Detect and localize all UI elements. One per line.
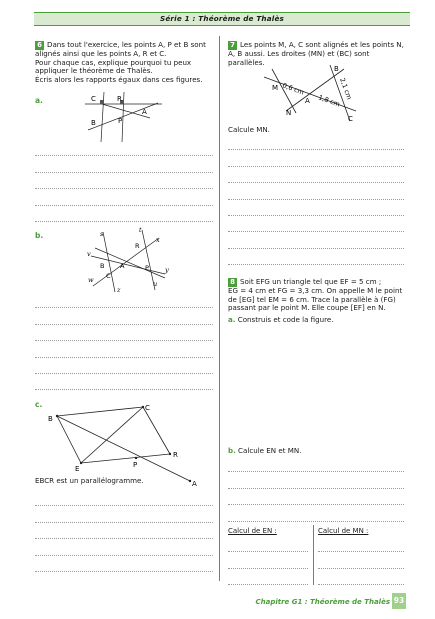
- fig7-label-a: A: [305, 97, 310, 105]
- ex6-part-a-label: a.: [35, 96, 43, 105]
- ex7-answer-lines[interactable]: [228, 134, 404, 265]
- ex6-c-answer-lines[interactable]: [35, 490, 213, 572]
- ex8-b-answer-lines[interactable]: [228, 456, 404, 522]
- fig-c-label-e: E: [75, 465, 80, 473]
- fig7-measure-18: 1,8 cm: [317, 93, 342, 109]
- fig-b-label-w: w: [88, 276, 94, 284]
- fig-a-label-r: R: [117, 95, 122, 103]
- ex8-statement: 8 Soit EFG un triangle tel que EF = 5 cm ; EG = 4 cm et FG = 3,3 cm. On appelle M le point de [EG] tel EM = 6 cm. Trace la parallèle à (FG) passant par le point M. Elle coupe [EF] en N.: [228, 277, 403, 313]
- fig-c-label-p: P: [133, 461, 138, 469]
- ex6-statement: 6 Dans tout l'exercice, les points A, P et B sont alignés ainsi que les points A, R et C. Pour chaque cas, explique pourquoi tu peux appliquer le théorème de Thalès. Écris alors les rapports égaux dans ces figures.: [35, 40, 206, 85]
- ex7-figure: [258, 63, 368, 125]
- fig-c-label-a: A: [192, 480, 197, 488]
- fig7-measure-21: 2,1 cm: [338, 76, 354, 101]
- ex7-number: 7: [228, 41, 237, 50]
- ex6-b-answer-lines[interactable]: [35, 292, 213, 390]
- fig7-label-m: M: [272, 84, 279, 92]
- ex7-statement: 7 Les points M, A, C sont alignés et les points N, A, B aussi. Les droites (MN) et (BC) sont parallèles.: [228, 40, 404, 67]
- ex6-figure-a: [80, 90, 180, 145]
- fig7-label-c: C: [348, 115, 353, 123]
- ex7-question: Calcule MN.: [228, 125, 270, 134]
- ex8-number: 8: [228, 278, 237, 287]
- column-divider: [219, 36, 220, 581]
- fig-b-label-a: A: [120, 262, 125, 270]
- chapter-footer: Chapitre G1 : Théorème de Thalès: [255, 598, 390, 606]
- ex6-part-b-label: b.: [35, 231, 44, 240]
- fig-a-label-c: C: [91, 95, 96, 103]
- ex6-figure-b: [85, 226, 175, 294]
- ex6-number: 6: [35, 41, 44, 50]
- fig-c-label-c: C: [145, 404, 150, 412]
- fig-b-label-c: C: [106, 272, 111, 280]
- ex6-a-answer-lines[interactable]: [35, 140, 213, 222]
- ex8-calc-en-lines[interactable]: [228, 536, 308, 585]
- ex8-part-b: b. Calcule EN et MN.: [228, 446, 302, 455]
- fig7-label-b: B: [334, 65, 339, 73]
- fig-b-label-p: P: [145, 264, 149, 272]
- fig-b-label-t: t: [139, 226, 142, 234]
- fig-a-label-p: P: [118, 117, 123, 125]
- fig-b-label-u: u: [153, 280, 158, 288]
- fig7-label-n: N: [286, 109, 292, 117]
- ex6-part-c-label: c.: [35, 400, 43, 409]
- series-header: Série 1 : Théorème de Thalès: [34, 12, 410, 26]
- fig-a-label-a: A: [142, 108, 147, 116]
- fig-b-label-z: z: [117, 286, 121, 294]
- ex8-calc-mn-lines[interactable]: [318, 536, 404, 585]
- ex6-c-caption: EBCR est un parallélogramme.: [35, 476, 144, 485]
- fig-b-label-x: x: [156, 236, 160, 244]
- fig-b-label-v: v: [87, 250, 91, 258]
- fig-b-label-r: R: [135, 242, 140, 250]
- fig7-measure-06: 0,6 cm: [281, 81, 306, 97]
- ex8-calc-en-label: Calcul de EN :: [228, 527, 277, 535]
- ex8-calc-mn-label: Calcul de MN :: [318, 527, 369, 535]
- ex8-part-a: a. Construis et code la figure.: [228, 315, 334, 324]
- page-number: 93: [392, 593, 406, 609]
- fig-c-label-b: B: [48, 415, 53, 423]
- calc-divider: [313, 525, 314, 585]
- fig-a-label-b: B: [91, 119, 96, 127]
- fig-c-label-r: R: [173, 451, 178, 459]
- fig-b-label-s: s: [100, 230, 104, 238]
- fig-b-label-y: y: [165, 266, 169, 274]
- fig-b-label-b: B: [100, 262, 105, 270]
